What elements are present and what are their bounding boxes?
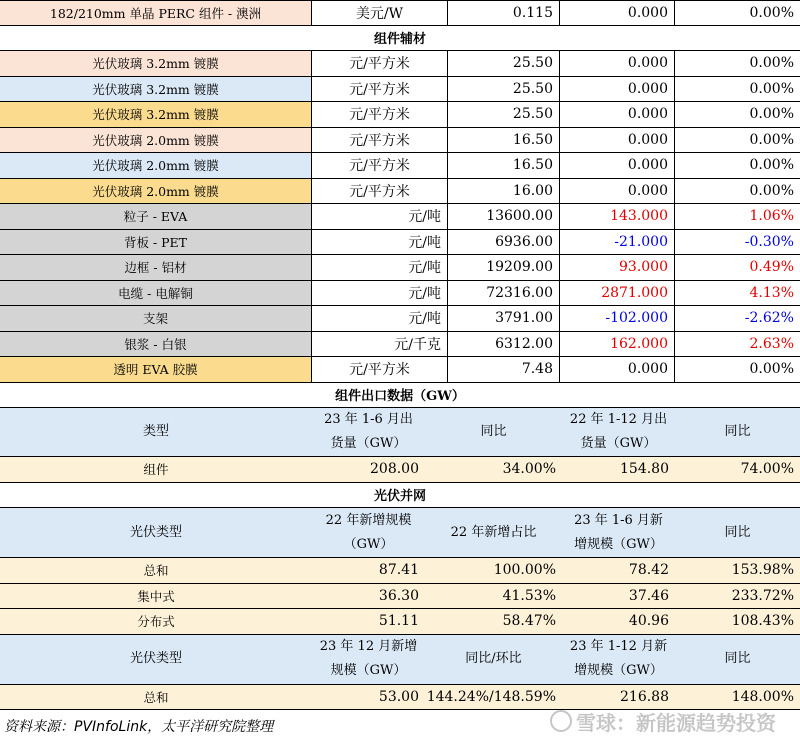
item-label: 光伏玻璃 2.0mm 镀膜 xyxy=(0,128,312,153)
price-cell: 25.50 xyxy=(448,77,560,102)
table-header-row xyxy=(0,508,800,558)
value-cell: 40.96 xyxy=(562,609,675,634)
item-label: 光伏玻璃 3.2mm 镀膜 xyxy=(0,102,312,127)
value-cell: 144.24%/148.59% xyxy=(425,685,562,710)
value-cell: 148.00% xyxy=(675,685,800,710)
change-cell: 2871.000 xyxy=(560,281,675,306)
change-cell: 93.000 xyxy=(560,255,675,280)
change-cell: 0.000 xyxy=(560,51,675,76)
pct-cell: -2.62% xyxy=(744,310,794,327)
header-cell: 光伏类型 xyxy=(0,508,312,557)
header-cell: 23 年 1-6 月出货量（GW） xyxy=(312,408,425,456)
unit-cell: 元/吨 xyxy=(312,281,448,306)
pct-cell: 4.13% xyxy=(749,284,794,301)
unit-cell: 元/千克 xyxy=(312,332,448,357)
section-title-aux: 组件辅材 xyxy=(373,32,426,48)
unit-cell: 元/平方米 xyxy=(312,102,448,127)
table-header-row xyxy=(0,635,800,685)
value-cell: 41.53% xyxy=(425,584,562,609)
item-label: 背板 - PET xyxy=(0,230,312,255)
price-cell: 16.50 xyxy=(448,128,560,153)
header-cell: 22 年新增规模（GW） xyxy=(312,508,425,557)
value-cell: 153.98% xyxy=(675,558,800,583)
row-label: 集中式 xyxy=(0,584,312,609)
section-title-export: 组件出口数据（GW） xyxy=(335,389,465,405)
pct-cell: 2.63% xyxy=(749,335,794,352)
value-cell: 34.00% xyxy=(425,457,562,482)
row-label: 分布式 xyxy=(0,609,312,634)
header-cell: 23 年 1-12 月新增规模（GW） xyxy=(562,635,675,684)
pct-cell: 0.00% xyxy=(749,157,794,174)
change-cell: 162.000 xyxy=(560,332,675,357)
row-label: 总和 xyxy=(0,558,312,583)
price-cell: 7.48 xyxy=(448,357,560,382)
change-cell: -21.000 xyxy=(560,230,675,255)
change-cell: 0.000 xyxy=(560,102,675,127)
price-cell: 3791.00 xyxy=(448,306,560,331)
header-cell: 22 年新增占比 xyxy=(425,508,562,557)
table-row xyxy=(0,51,800,77)
unit-cell: 元/平方米 xyxy=(312,357,448,382)
item-label: 光伏玻璃 2.0mm 镀膜 xyxy=(0,153,312,178)
table-row xyxy=(0,153,800,179)
change-cell: 0.000 xyxy=(560,128,675,153)
watermark-text: 雪球：新能源趋势投资 xyxy=(576,710,776,735)
table-row xyxy=(0,584,800,610)
table-row xyxy=(0,357,800,383)
snowball-logo-icon xyxy=(550,710,572,732)
table-row xyxy=(0,306,800,332)
value-cell: 78.42 xyxy=(562,558,675,583)
table-row xyxy=(0,457,800,483)
section-title-grid: 光伏并网 xyxy=(373,489,426,505)
value-cell: 53.00 xyxy=(312,685,425,710)
header-cell: 类型 xyxy=(0,408,312,456)
row-label: 组件 xyxy=(0,457,312,482)
table-row xyxy=(0,230,800,256)
value-cell: 51.11 xyxy=(312,609,425,634)
unit-cell: 元/平方米 xyxy=(312,128,448,153)
unit-cell: 元/吨 xyxy=(312,306,448,331)
header-cell: 22 年 1-12 月出货量（GW） xyxy=(562,408,675,456)
section-header xyxy=(0,383,800,409)
table-row xyxy=(0,609,800,635)
table-row xyxy=(0,281,800,307)
price-cell: 16.50 xyxy=(448,153,560,178)
change-cell: -102.000 xyxy=(560,306,675,331)
table-header-row xyxy=(0,408,800,457)
item-label: 银浆 - 白银 xyxy=(0,332,312,357)
value-cell: 108.43% xyxy=(675,609,800,634)
unit-cell: 元/平方米 xyxy=(312,179,448,204)
section-header xyxy=(0,26,800,52)
price-cell: 13600.00 xyxy=(448,204,560,229)
value-cell: 37.46 xyxy=(562,584,675,609)
header-cell: 同比 xyxy=(675,508,800,557)
table-row xyxy=(0,0,800,26)
pct-cell: 0.00% xyxy=(749,361,794,378)
pct-cell: 0.00% xyxy=(749,131,794,148)
source-note: 资料来源：PVInfoLink，太平洋研究院整理 xyxy=(4,719,274,735)
price-cell: 6312.00 xyxy=(448,332,560,357)
price-cell: 72316.00 xyxy=(448,281,560,306)
header-cell: 23 年 12 月新增规模（GW） xyxy=(312,635,425,684)
header-cell: 同比 xyxy=(675,408,800,456)
pct-cell: 1.06% xyxy=(749,208,794,225)
table-row xyxy=(0,332,800,358)
header-cell: 23 年 1-6 月新增规模（GW） xyxy=(562,508,675,557)
header-cell: 同比 xyxy=(675,635,800,684)
item-label: 182/210mm 单晶 PERC 组件 - 澳洲 xyxy=(0,1,312,25)
item-label: 光伏玻璃 3.2mm 镀膜 xyxy=(0,51,312,76)
value-cell: 74.00% xyxy=(675,457,800,482)
value-cell: 216.88 xyxy=(562,685,675,710)
value-cell: 154.80 xyxy=(562,457,675,482)
table-row xyxy=(0,255,800,281)
value-cell: 58.47% xyxy=(425,609,562,634)
unit-cell: 元/吨 xyxy=(312,204,448,229)
pct-cell: 0.00% xyxy=(749,55,794,72)
change-cell: 0.000 xyxy=(560,1,675,25)
price-cell: 19209.00 xyxy=(448,255,560,280)
value-cell: 87.41 xyxy=(312,558,425,583)
item-label: 光伏玻璃 2.0mm 镀膜 xyxy=(0,179,312,204)
pct-cell: 0.00% xyxy=(749,4,794,21)
price-cell: 25.50 xyxy=(448,51,560,76)
header-cell: 光伏类型 xyxy=(0,635,312,684)
item-label: 电缆 - 电解铜 xyxy=(0,281,312,306)
unit-cell: 元/吨 xyxy=(312,255,448,280)
change-cell: 0.000 xyxy=(560,77,675,102)
table-row xyxy=(0,77,800,103)
row-label: 总和 xyxy=(0,685,312,710)
pct-cell: 0.00% xyxy=(749,106,794,123)
watermark xyxy=(550,706,776,736)
unit-cell: 美元/W xyxy=(312,1,448,25)
item-label: 光伏玻璃 3.2mm 镀膜 xyxy=(0,77,312,102)
item-label: 透明 EVA 胶膜 xyxy=(0,357,312,382)
change-cell: 0.000 xyxy=(560,153,675,178)
change-cell: 0.000 xyxy=(560,179,675,204)
pct-cell: 0.49% xyxy=(749,259,794,276)
item-label: 边框 - 铝材 xyxy=(0,255,312,280)
price-cell: 25.50 xyxy=(448,102,560,127)
price-cell: 6936.00 xyxy=(448,230,560,255)
pct-cell: -0.30% xyxy=(744,233,794,250)
item-label: 粒子 - EVA xyxy=(0,204,312,229)
pct-cell: 0.00% xyxy=(749,80,794,97)
pct-cell: 0.00% xyxy=(749,182,794,199)
unit-cell: 元/平方米 xyxy=(312,51,448,76)
value-cell: 36.30 xyxy=(312,584,425,609)
unit-cell: 元/平方米 xyxy=(312,153,448,178)
unit-cell: 元/吨 xyxy=(312,230,448,255)
table-row xyxy=(0,102,800,128)
item-label: 支架 xyxy=(0,306,312,331)
table-row xyxy=(0,128,800,154)
header-cell: 同比/环比 xyxy=(425,635,562,684)
table-row xyxy=(0,179,800,205)
table-row xyxy=(0,558,800,584)
value-cell: 208.00 xyxy=(312,457,425,482)
value-cell: 100.00% xyxy=(425,558,562,583)
price-cell: 16.00 xyxy=(448,179,560,204)
change-cell: 143.000 xyxy=(560,204,675,229)
table-row xyxy=(0,204,800,230)
price-cell: 0.115 xyxy=(448,1,560,25)
section-header xyxy=(0,483,800,509)
change-cell: 0.000 xyxy=(560,357,675,382)
value-cell: 233.72% xyxy=(675,584,800,609)
unit-cell: 元/平方米 xyxy=(312,77,448,102)
header-cell: 同比 xyxy=(425,408,562,456)
